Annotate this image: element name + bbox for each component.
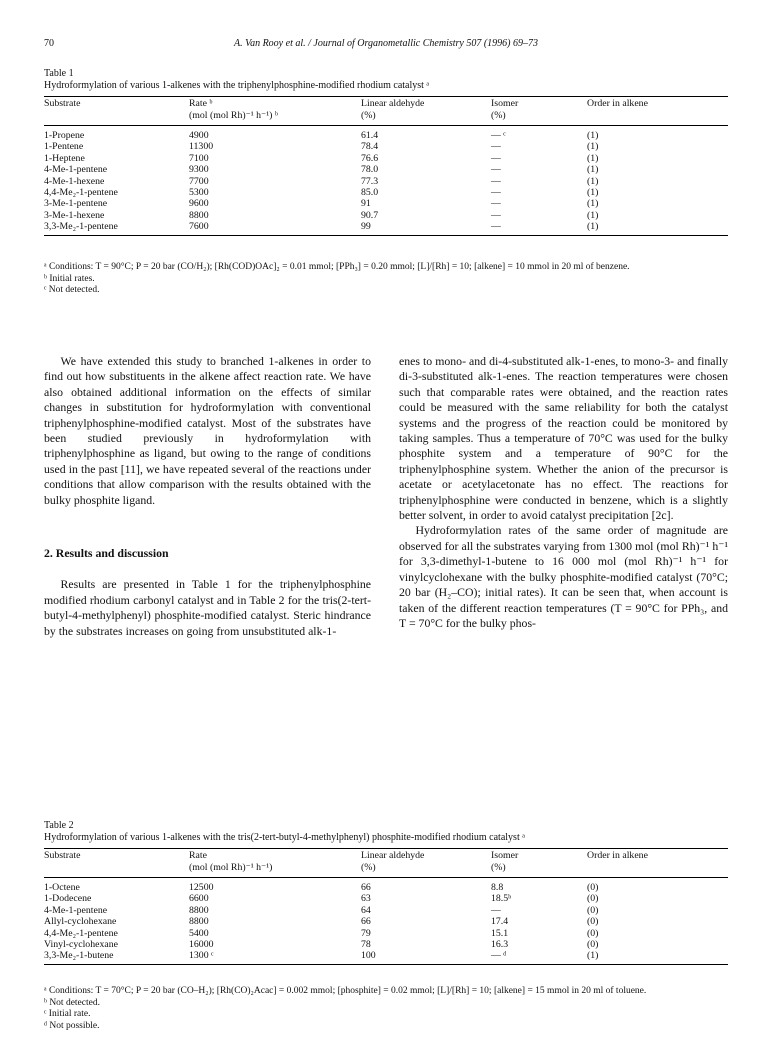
table-cell: 4-Me-1-pentene xyxy=(44,904,108,916)
table-cell: 99 xyxy=(361,221,371,233)
table-cell: 78.0 xyxy=(361,164,379,176)
table-cell: 1-Dodecene xyxy=(44,893,92,905)
table1-label: Table 1 xyxy=(44,68,74,79)
table1-footnote: ᶜ Not detected. xyxy=(44,285,100,296)
table-cell: 7700 xyxy=(189,175,209,187)
table-row xyxy=(44,950,728,964)
table2-subheader: (mol (mol Rh)⁻¹ h⁻¹) xyxy=(189,862,361,878)
table2-subheader xyxy=(44,862,189,878)
table2-label: Table 2 xyxy=(44,820,74,831)
table-row xyxy=(44,928,728,939)
table-cell: (1) xyxy=(587,152,599,164)
table-cell: Allyl-cyclohexane xyxy=(44,916,117,928)
table1-header-substrate: Substrate xyxy=(44,97,189,111)
table-cell: 78 xyxy=(361,939,371,951)
table-cell: 3,3-Me₂-1-pentene xyxy=(44,221,118,233)
table-cell: 12500 xyxy=(189,882,214,893)
table2-header-linear: Linear aldehyde xyxy=(361,849,491,863)
table-row xyxy=(44,878,728,894)
table-cell: (0) xyxy=(587,916,599,928)
table1-footnotes xyxy=(44,262,728,297)
body-paragraph: Hydroformylation rates of the same order of magnitude are observed for all the substrates varying from 1300 mol (mol Rh)⁻¹ h⁻¹ for 3,3-dimethyl-1-butene to 16 000 mol (mol Rh)⁻¹ h⁻¹ for vinylcyclohexane with the bulky phosphite-modified catalyst (70°C; 20 bar (H₂–CO); initial rates). It can be seen that, when account is taken of the different reaction temperatures (T = 90°C for PPh₃, and T = 70°C for the bulky phos- xyxy=(399,523,728,630)
table-cell: 3-Me-1-pentene xyxy=(44,198,108,210)
table2-header-isomer: Isomer xyxy=(491,849,587,863)
table2-subheader: (%) xyxy=(491,862,587,878)
table2-footnote: ᵈ Not possible. xyxy=(44,1020,100,1031)
table-cell: (1) xyxy=(587,175,599,187)
table-cell: 8800 xyxy=(189,209,209,221)
table-cell: — xyxy=(491,152,501,164)
table-cell: (1) xyxy=(587,209,599,221)
table-cell: (1) xyxy=(587,198,599,210)
table-cell: 4,4-Me₂-1-pentene xyxy=(44,187,118,199)
table-cell: (0) xyxy=(587,882,599,893)
table-cell: 8800 xyxy=(189,904,209,916)
table2-footnote: ᵇ Not detected. xyxy=(44,997,100,1008)
table-cell: — xyxy=(491,198,501,210)
table-cell: 76.6 xyxy=(361,152,379,164)
right-column xyxy=(399,354,728,631)
table1-header-order: Order in alkene xyxy=(587,97,728,111)
table1-caption-block xyxy=(44,68,728,92)
table-cell: 1300 ᶜ xyxy=(189,950,214,962)
table-cell: (1) xyxy=(587,221,599,233)
table-cell: 66 xyxy=(361,882,371,893)
table-cell: (0) xyxy=(587,927,599,939)
table2-header-rate: Rate xyxy=(189,849,361,863)
table-cell: 1-Heptene xyxy=(44,152,85,164)
page-number: 70 xyxy=(44,38,54,49)
table-cell: 9300 xyxy=(189,164,209,176)
table1-subheader: (mol (mol Rh)⁻¹ h⁻¹) ᵇ xyxy=(189,110,361,126)
table-cell: (0) xyxy=(587,893,599,905)
table-cell: 17.4 xyxy=(491,916,509,928)
table1-header-isomer: Isomer xyxy=(491,97,587,111)
table-row xyxy=(44,905,728,916)
table-row xyxy=(44,176,728,187)
table2-caption: Hydroformylation of various 1-alkenes with the tris(2-tert-butyl-4-methylphenyl) phosphite-modified rhodium catalyst ᵃ xyxy=(44,832,525,843)
table-cell: 78.4 xyxy=(361,141,379,153)
table-cell: 9600 xyxy=(189,198,209,210)
table-cell: — xyxy=(491,221,501,233)
table-cell: 1-Pentene xyxy=(44,141,84,153)
journal-citation: A. Van Rooy et al. / Journal of Organometallic Chemistry 507 (1996) 69–73 xyxy=(233,38,539,49)
table-row xyxy=(44,893,728,904)
table-cell: (0) xyxy=(587,904,599,916)
running-header xyxy=(44,38,728,54)
section-heading: 2. Results and discussion xyxy=(44,546,169,561)
table-cell: 7100 xyxy=(189,152,209,164)
table-cell: 1-Propene xyxy=(44,130,85,141)
table-cell: — xyxy=(491,209,501,221)
table1-subheader: (%) xyxy=(361,110,491,126)
table-cell: 79 xyxy=(361,927,371,939)
table-cell: — ᵈ xyxy=(491,950,507,962)
table2-footnote: ᶜ Initial rate. xyxy=(44,1009,91,1020)
table-cell: — xyxy=(491,164,501,176)
table-cell: 61.4 xyxy=(361,130,379,141)
table-cell: 16.3 xyxy=(491,939,509,951)
table-cell: 16000 xyxy=(189,939,214,951)
table-row xyxy=(44,198,728,209)
table-cell: 77.3 xyxy=(361,175,379,187)
table-row xyxy=(44,939,728,950)
table-cell: 15.1 xyxy=(491,927,509,939)
table-cell: 7600 xyxy=(189,221,209,233)
body-paragraph: enes to mono- and di-4-substituted alk-1-enes, to mono-3- and finally di-3-substituted alk-1-enes. The reaction temperatures were chosen such that comparable rates were obtained, and the reaction rates could be measured with the same reliability for both the catalyst systems and the progress of the reaction could be monitored by taking samples. Thus a temperature of 70°C was used for the bulky phosphite system and a temperature of 90°C for the triphenylphosphine system. Whether the anion of the precursor is acetate or acetylacetonate has no effect. The reactions for triphenylphosphine were conducted in benzene, which is a slightly better solvent, in order to avoid catalyst precipitation [2c]. xyxy=(399,354,728,523)
table-cell: (1) xyxy=(587,164,599,176)
body-paragraph: We have extended this study to branched 1-alkenes in order to find out how substituents in the alkene affect reaction rate. We have also obtained additional information on the effects of similar changes in substitution for hydroformylation with conventional triphenylphosphine-modified catalyst. Most of the substrates have been studied previously in hydroformylation with triphenylphosphine as ligand, but owing to the range of conditions used in the past [11], we have repeated several of the reactions under conditions that allow comparison with the results obtained with the bulky phosphite ligand. xyxy=(44,354,371,507)
table-cell: (1) xyxy=(587,130,599,141)
table-cell: (1) xyxy=(587,187,599,199)
table-row xyxy=(44,141,728,152)
table1-subheader: (%) xyxy=(491,110,587,126)
table2-subheader: (%) xyxy=(361,862,491,878)
table-cell: 18.5ᵇ xyxy=(491,893,512,905)
table1-header-linear: Linear aldehyde xyxy=(361,97,491,111)
table-cell: — xyxy=(491,175,501,187)
table-cell: 100 xyxy=(361,950,376,962)
table-row xyxy=(44,916,728,927)
table1-subheader xyxy=(44,110,189,126)
table1-caption: Hydroformylation of various 1-alkenes with the triphenylphosphine-modified rhodium catalyst ᵃ xyxy=(44,80,430,91)
table-cell: 4-Me-1-hexene xyxy=(44,175,105,187)
table1-header-rate: Rate ᵇ xyxy=(189,97,361,111)
table-row xyxy=(44,153,728,164)
table-cell: 11300 xyxy=(189,141,214,153)
table-cell: 66 xyxy=(361,916,371,928)
table-cell: 91 xyxy=(361,198,371,210)
table2-footnote: ᵃ Conditions: T = 70°C; P = 20 bar (CO–H₂); [Rh(CO)₂Acac] = 0.002 mmol; [phosphite] = 0.02 mmol; [L]/[Rh] = 10; [alkene] = 15 mmol in 20 ml of toluene. xyxy=(44,986,647,996)
table-cell: 8.8 xyxy=(491,882,504,893)
table-cell: 3-Me-1-hexene xyxy=(44,209,105,221)
table-cell: 4-Me-1-pentene xyxy=(44,164,108,176)
table-cell: — xyxy=(491,187,501,199)
table-cell: (1) xyxy=(587,950,599,962)
table-cell: 5300 xyxy=(189,187,209,199)
table-cell: 90.7 xyxy=(361,209,379,221)
table-cell: 4,4-Me₂-1-pentene xyxy=(44,927,118,939)
left-column xyxy=(44,354,371,639)
table2-header-substrate: Substrate xyxy=(44,849,189,863)
table-cell: 6600 xyxy=(189,893,209,905)
table1-subheader xyxy=(587,110,728,126)
table-cell: 4900 xyxy=(189,130,209,141)
table-cell: — ᶜ xyxy=(491,130,506,141)
table2-header-order: Order in alkene xyxy=(587,849,728,863)
table-cell: — xyxy=(491,141,501,153)
table-cell: — xyxy=(491,904,501,916)
table-cell: 8800 xyxy=(189,916,209,928)
table2-subheader xyxy=(587,862,728,878)
table2-caption-block xyxy=(44,820,728,844)
table-cell: 1-Octene xyxy=(44,882,80,893)
table-cell: (0) xyxy=(587,939,599,951)
table2-footnotes xyxy=(44,986,728,1032)
table-cell: 64 xyxy=(361,904,371,916)
table-row xyxy=(44,210,728,221)
table1-footnote: ᵃ Conditions: T = 90°C; P = 20 bar (CO/H₂); [Rh(COD)OAc]₂ = 0.01 mmol; [PPh₃] = 0.20 mmol; [L]/[Rh] = 10; [alkene] = 10 mmol in 20 ml of benzene. xyxy=(44,262,630,272)
table-row xyxy=(44,221,728,235)
table-row xyxy=(44,164,728,175)
table-cell: 3,3-Me₂-1-butene xyxy=(44,950,114,962)
table-cell: 63 xyxy=(361,893,371,905)
table-cell: 85.0 xyxy=(361,187,379,199)
table-row xyxy=(44,126,728,142)
table-cell: Vinyl-cyclohexane xyxy=(44,939,118,951)
table1-footnote: ᵇ Initial rates. xyxy=(44,273,95,284)
body-paragraph: Results are presented in Table 1 for the triphenylphosphine modified rhodium carbonyl catalyst and in Table 2 for the tris(2-tert-butyl-4-methylphenyl) phosphite-modified catalyst. Steric hindrance by the substrates increases on going from unsubstituted alk-1- xyxy=(44,577,371,638)
table-cell: 5400 xyxy=(189,927,209,939)
table-row xyxy=(44,187,728,198)
table2 xyxy=(44,848,728,965)
table-cell: (1) xyxy=(587,141,599,153)
table1 xyxy=(44,96,728,236)
